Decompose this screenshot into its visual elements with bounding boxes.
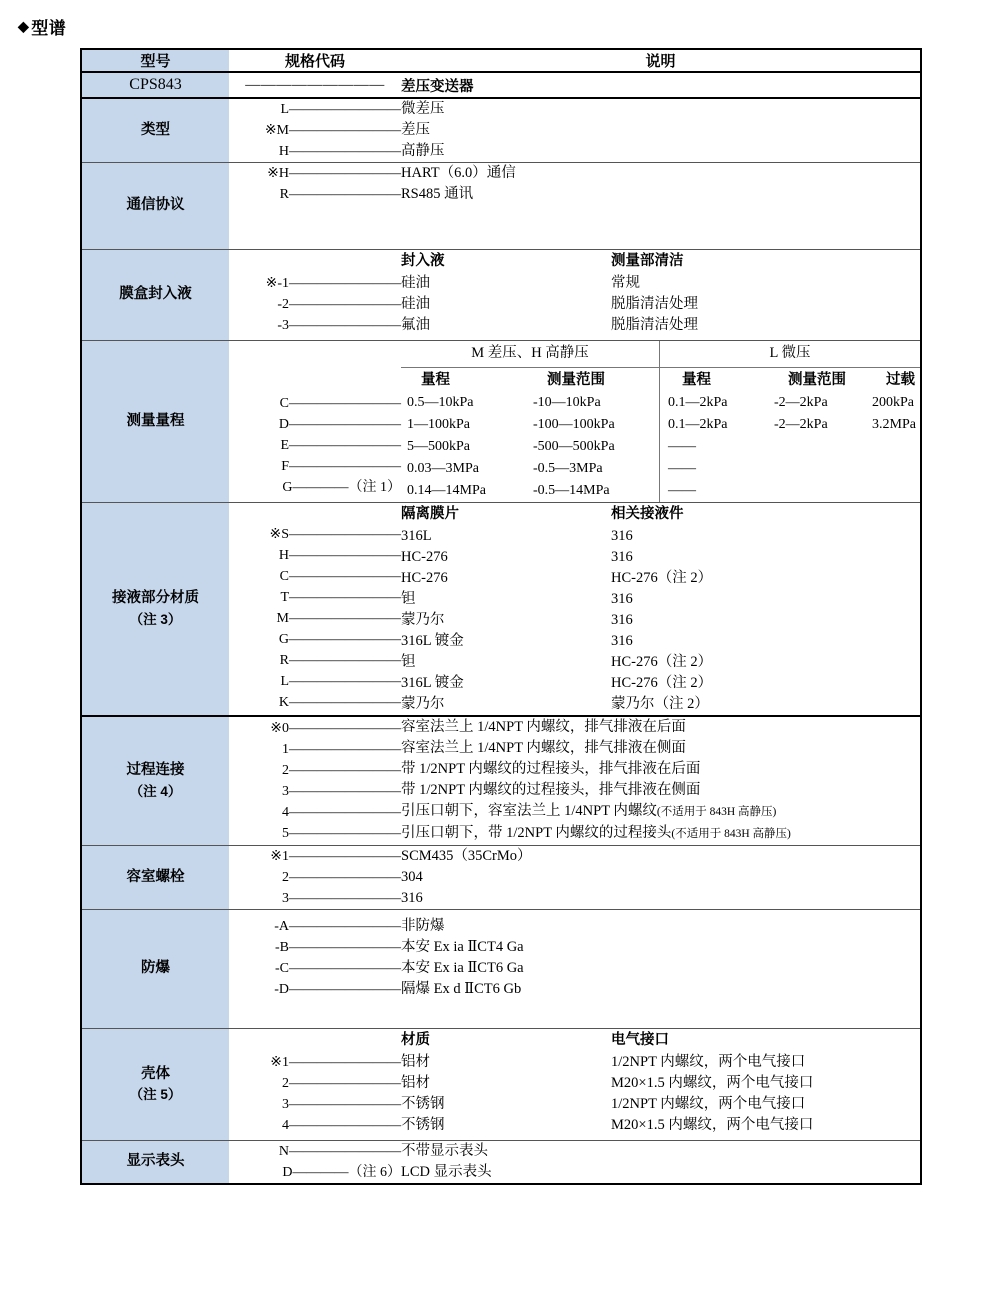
code-line: ※M———————— [264, 123, 401, 138]
code-line: -2———————— [277, 297, 401, 312]
electrical-interface-value: M20×1.5 内螺纹，两个电气接口 [611, 1117, 814, 1133]
table-row-process-connection [81, 716, 921, 846]
table-row-model [81, 72, 921, 98]
fill-fluid-value: 硅油 [401, 275, 430, 291]
range-value: 5—500kPa [407, 439, 470, 454]
range-col-head: 测量范围 [788, 372, 846, 388]
code-line: ※S———————— [269, 527, 401, 542]
section-codes-explosion-proof [229, 910, 401, 1029]
code-line: T———————— [280, 590, 401, 605]
range-l-side [660, 368, 952, 502]
desc-line-wrap [401, 717, 920, 738]
desc-line: 非防爆 [401, 918, 445, 934]
fill-fluid-row [401, 273, 920, 294]
range-value: -100—100kPa [533, 417, 615, 432]
cleaning-value: 常规 [611, 275, 640, 291]
desc-line: 带 1/2NPT 内螺纹的过程接头，排气排液在侧面 [401, 782, 701, 798]
section-desc-wetted-material [401, 503, 921, 717]
wetted-row [401, 694, 920, 715]
code-line: E———————— [280, 438, 401, 453]
housing-material-value: 不锈钢 [401, 1096, 445, 1112]
diaphragm-value: HC-276 [401, 570, 448, 586]
wetted-part-value: 316 [611, 528, 633, 544]
code-line: -A———————— [274, 919, 401, 934]
code-line: 4———————— [282, 805, 401, 820]
range-value: 200kPa [872, 395, 914, 410]
section-codes-display [229, 1141, 401, 1185]
wetted-part-value: HC-276（注 2） [611, 570, 713, 586]
code-line: C———————— [279, 569, 401, 584]
section-desc-process-connection [401, 716, 921, 846]
code-line: K———————— [278, 695, 401, 710]
range-value: 0.1—2kPa [668, 395, 728, 410]
section-codes-fill-fluid [229, 250, 401, 341]
section-label-note: （注 4） [129, 783, 182, 799]
header-spec-code: 规格代码 [284, 53, 345, 70]
range-columns [401, 368, 920, 502]
range-value: —— [668, 483, 696, 498]
desc-line: 隔爆 Ex d ⅡCT6 Gb [401, 981, 522, 997]
code-line: D———————— [278, 417, 401, 432]
code-line: H———————— [278, 144, 401, 159]
section-desc-fill-fluid [401, 250, 921, 341]
table-row-chamber-bolt [81, 846, 921, 910]
section-codes-type [229, 98, 401, 163]
range-m-range-col [533, 368, 659, 502]
wetted-row [401, 589, 920, 610]
desc-note: (不适用于 843H 高静压) [671, 828, 791, 840]
wetted-head-row [401, 503, 920, 526]
diaphragm-value: 316L [401, 528, 432, 544]
header-model: 型号 [81, 49, 229, 72]
section-label-comm-protocol: 通信协议 [81, 163, 229, 250]
code-line: 3———————— [282, 891, 401, 906]
model-number: CPS843 [81, 72, 229, 98]
range-l-overload-col [872, 368, 952, 502]
subhead-diaphragm: 隔离膜片 [401, 506, 459, 522]
code-line: 3———————— [282, 1097, 401, 1112]
wetted-row [401, 526, 920, 547]
diaphragm-value: 蒙乃尔 [401, 612, 445, 628]
diaphragm-value: 316L 镀金 [401, 675, 464, 691]
header-description: 说明 [645, 53, 676, 70]
range-l-range-col [774, 368, 872, 502]
code-line: F———————— [281, 459, 401, 474]
section-label-housing [81, 1029, 229, 1141]
electrical-interface-value: M20×1.5 内螺纹，两个电气接口 [611, 1075, 814, 1091]
diaphragm-value: 316L 镀金 [401, 633, 464, 649]
wetted-row [401, 673, 920, 694]
section-desc-housing [401, 1029, 921, 1141]
section-codes-chamber-bolt [229, 846, 401, 910]
code-line: M———————— [276, 611, 401, 626]
range-col-head: 量程 [421, 372, 450, 388]
desc-line: 高静压 [401, 143, 445, 159]
fill-fluid-value: 硅油 [401, 296, 430, 312]
range-col-head: 过载 [886, 372, 915, 388]
subhead-electrical-interface: 电气接口 [611, 1032, 669, 1048]
desc-note: (不适用于 843H 高静压) [656, 806, 777, 818]
section-label-display: 显示表头 [81, 1141, 229, 1185]
desc-line: 差压 [401, 122, 430, 138]
desc-line: HART（6.0）通信 [401, 165, 516, 181]
code-line: ※-1———————— [265, 276, 401, 291]
section-label-chamber-bolt: 容室螺栓 [81, 846, 229, 910]
wetted-part-value: 蒙乃尔（注 2） [611, 696, 709, 712]
desc-line-wrap [401, 780, 920, 801]
code-line: 2———————— [282, 763, 401, 778]
range-value: -0.5—3MPa [533, 461, 603, 476]
section-label-explosion-proof: 防爆 [81, 910, 229, 1029]
range-group-header [401, 341, 920, 368]
range-value: -500—500kPa [533, 439, 615, 454]
code-line: L———————— [280, 674, 401, 689]
range-l-span-col [660, 368, 774, 502]
code-line: 3———————— [282, 784, 401, 799]
code-line: ※0———————— [270, 721, 401, 736]
section-desc-display [401, 1141, 921, 1185]
desc-line: 引压口朝下，带 1/2NPT 内螺纹的过程接头 [401, 825, 672, 841]
housing-material-value: 不锈钢 [401, 1117, 445, 1133]
range-value: —— [668, 461, 696, 476]
measuring-range-block [401, 341, 920, 502]
section-desc-comm-protocol [401, 163, 921, 250]
section-codes-measuring-range [229, 341, 401, 503]
desc-line: 微差压 [401, 101, 445, 117]
section-label-text: 接液部分材质 [112, 590, 199, 606]
model-code-dashes: ————————— [229, 72, 401, 98]
section-codes-housing [229, 1029, 401, 1141]
code-line: R———————— [279, 653, 401, 668]
section-label-text: 壳体 [141, 1065, 170, 1082]
subhead-fill-fluid: 封入液 [401, 253, 445, 269]
section-label-note: （注 3） [129, 611, 182, 627]
table-row-housing [81, 1029, 921, 1141]
subhead-housing-material: 材质 [401, 1032, 430, 1048]
code-line: ※1———————— [270, 1055, 401, 1070]
wetted-part-value: 316 [611, 633, 633, 649]
wetted-row [401, 547, 920, 568]
fill-fluid-row [401, 315, 920, 336]
wetted-row [401, 568, 920, 589]
fill-fluid-row [401, 294, 920, 315]
desc-line: 304 [401, 869, 423, 885]
table-row-explosion-proof [81, 910, 921, 1029]
range-value: 0.03—3MPa [407, 461, 479, 476]
wetted-part-value: HC-276（注 2） [611, 675, 713, 691]
range-value: —— [668, 439, 696, 454]
code-line: C———————— [279, 396, 401, 411]
range-m-span-col [401, 368, 533, 502]
housing-head-row [401, 1029, 920, 1052]
section-label-note: （注 5） [129, 1087, 182, 1103]
code-line: -C———————— [275, 961, 401, 976]
range-col-head: 量程 [682, 372, 711, 388]
range-col-head: 测量范围 [547, 372, 605, 388]
range-value: -10—10kPa [533, 395, 601, 410]
code-line: 4———————— [282, 1118, 401, 1133]
housing-material-value: 铝材 [401, 1054, 430, 1070]
housing-row [401, 1094, 920, 1115]
housing-row [401, 1052, 920, 1073]
range-group-m: M 差压、H 高静压 [401, 341, 660, 367]
table-row-fill-fluid [81, 250, 921, 341]
section-label-fill-fluid: 膜盒封入液 [81, 250, 229, 341]
electrical-interface-value: 1/2NPT 内螺纹，两个电气接口 [611, 1096, 806, 1112]
model-spec-table [80, 48, 922, 1185]
wetted-row [401, 652, 920, 673]
desc-line: 不带显示表头 [401, 1143, 488, 1159]
diaphragm-value: HC-276 [401, 549, 448, 565]
range-value: 0.1—2kPa [668, 417, 728, 432]
desc-line: 容室法兰上 1/4NPT 内螺纹，排气排液在侧面 [401, 740, 686, 756]
code-line: ※1———————— [270, 849, 401, 864]
section-codes-comm-protocol [229, 163, 401, 250]
section-desc-chamber-bolt [401, 846, 921, 910]
table-row-display [81, 1141, 921, 1185]
housing-material-value: 铝材 [401, 1075, 430, 1091]
section-codes-process-connection [229, 716, 401, 846]
section-desc-measuring-range [401, 341, 921, 503]
code-line: -3———————— [277, 318, 401, 333]
code-line: N———————— [278, 1144, 401, 1159]
section-codes-wetted-material [229, 503, 401, 717]
section-desc-explosion-proof [401, 910, 921, 1029]
subhead-cleaning: 测量部清洁 [611, 253, 684, 269]
electrical-interface-value: 1/2NPT 内螺纹，两个电气接口 [611, 1054, 806, 1070]
model-description: 差压变送器 [401, 72, 921, 98]
range-value: 0.14—14MPa [407, 483, 486, 498]
code-line: G———————— [278, 632, 401, 647]
desc-line: RS485 通讯 [401, 186, 474, 202]
fill-fluid-value: 氟油 [401, 317, 430, 333]
code-line: -B———————— [275, 940, 401, 955]
code-line: ※H———————— [267, 166, 401, 181]
wetted-part-value: HC-276（注 2） [611, 654, 713, 670]
code-line: D————（注 6） [282, 1165, 401, 1180]
code-line: 2———————— [282, 870, 401, 885]
desc-line: 本安 Ex ia ⅡCT4 Ga [401, 939, 524, 955]
cleaning-value: 脱脂清洁处理 [611, 317, 698, 333]
desc-line: 316 [401, 890, 423, 906]
table-header-row [81, 49, 921, 72]
section-desc-type [401, 98, 921, 163]
desc-line: 引压口朝下，容室法兰上 1/4NPT 内螺纹 [401, 803, 657, 819]
table-row-wetted-material [81, 503, 921, 717]
desc-line: SCM435（35CrMo） [401, 848, 532, 864]
code-line: 2———————— [282, 1076, 401, 1091]
range-group-l: L 微压 [769, 345, 811, 361]
page-title-text: 型谱 [31, 19, 67, 38]
diamond-bullet-icon: ◆ [18, 17, 30, 34]
subhead-wetted-parts: 相关接液件 [611, 506, 684, 522]
section-label-measuring-range: 测量量程 [81, 341, 229, 503]
wetted-part-value: 316 [611, 591, 633, 607]
wetted-row [401, 610, 920, 631]
housing-row [401, 1115, 920, 1136]
diaphragm-value: 蒙乃尔 [401, 696, 445, 712]
desc-line: 带 1/2NPT 内螺纹的过程接头，排气排液在后面 [401, 761, 701, 777]
range-value: -2—2kPa [774, 395, 828, 410]
wetted-part-value: 316 [611, 549, 633, 565]
desc-line: LCD 显示表头 [401, 1164, 492, 1180]
code-line: 5———————— [282, 826, 401, 841]
wetted-part-value: 316 [611, 612, 633, 628]
range-value: 1—100kPa [407, 417, 470, 432]
range-value: 0.5—10kPa [407, 395, 474, 410]
table-row-measuring-range [81, 341, 921, 503]
section-label-process-connection [81, 716, 229, 846]
range-value: 3.2MPa [872, 417, 916, 432]
fill-fluid-head-row [401, 250, 920, 273]
desc-line: 本安 Ex ia ⅡCT6 Ga [401, 960, 524, 976]
desc-line-wrap [401, 823, 920, 845]
section-label-text: 过程连接 [126, 762, 185, 778]
code-line: L———————— [280, 102, 401, 117]
cleaning-value: 脱脂清洁处理 [611, 296, 698, 312]
code-line: -D———————— [274, 982, 401, 997]
range-value: -2—2kPa [774, 417, 828, 432]
section-label-wetted-material [81, 503, 229, 717]
range-m-side [401, 368, 660, 502]
code-line: H———————— [278, 548, 401, 563]
desc-line-wrap [401, 738, 920, 759]
desc-line-wrap [401, 801, 920, 823]
wetted-row [401, 631, 920, 652]
table-row-comm-protocol [81, 163, 921, 250]
code-line: G————（注 1） [282, 480, 401, 495]
desc-line: 容室法兰上 1/4NPT 内螺纹，排气排液在后面 [401, 719, 686, 735]
code-line: 1———————— [282, 742, 401, 757]
housing-row [401, 1073, 920, 1094]
diaphragm-value: 钽 [401, 654, 416, 670]
page-title [18, 14, 66, 39]
desc-line-wrap [401, 759, 920, 780]
code-line: R———————— [279, 187, 401, 202]
diaphragm-value: 钽 [401, 591, 416, 607]
section-label-type: 类型 [81, 98, 229, 163]
table-row-type [81, 98, 921, 163]
range-value: -0.5—14MPa [533, 483, 610, 498]
